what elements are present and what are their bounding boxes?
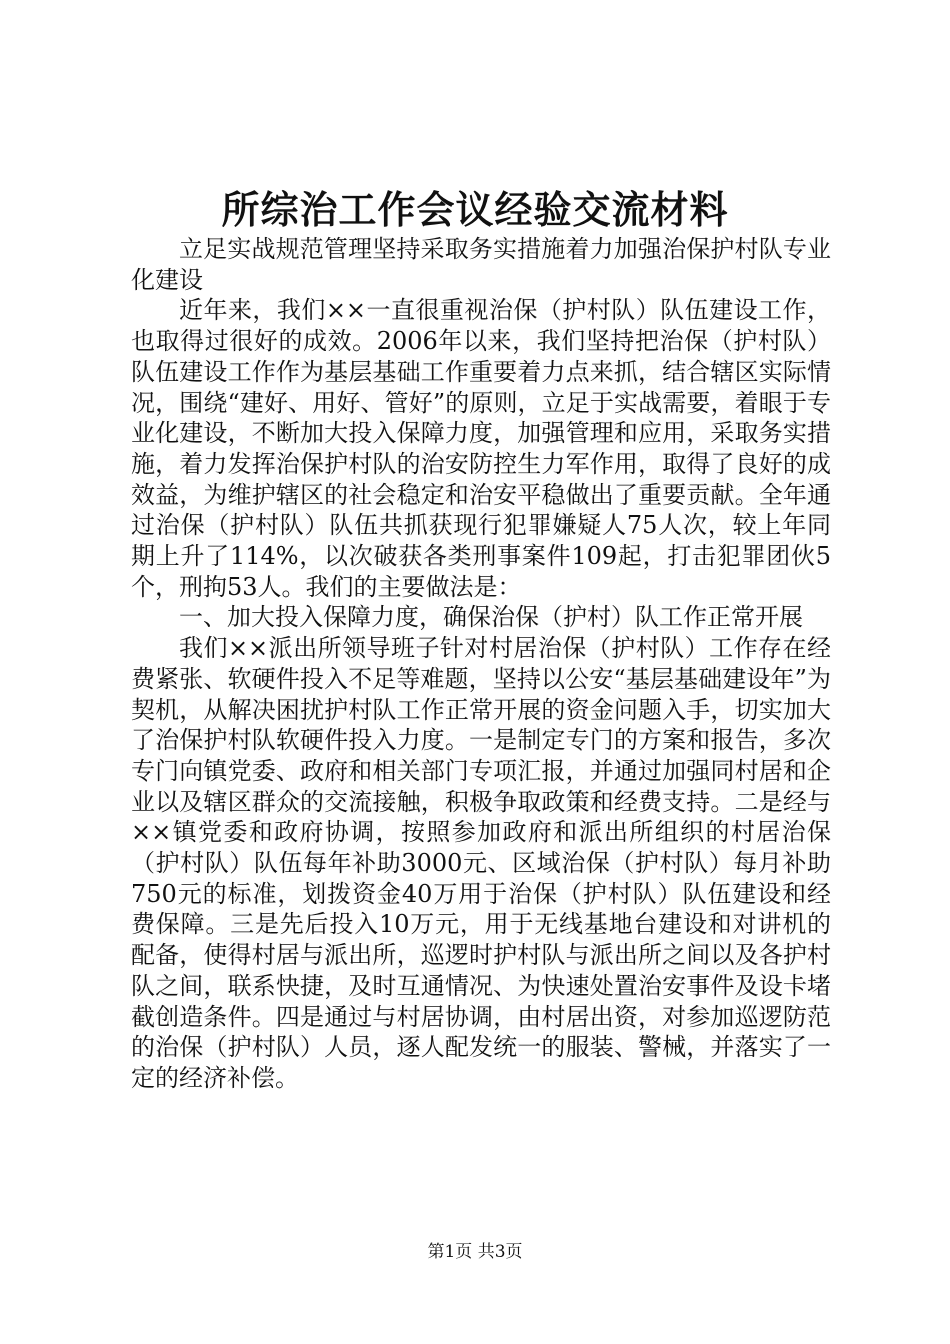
page-footer: 第1页 共3页 <box>427 1242 523 1262</box>
document-title: 所综治工作会议经验交流材料 <box>221 187 729 232</box>
subtitle-paragraph: 立足实战规范管理坚持采取务实措施着力加强治保护村队专业化建设 <box>131 235 831 294</box>
document-body <box>131 234 831 1094</box>
intro-paragraph: 近年来，我们××一直很重视治保（护村队）队伍建设工作，也取得过很好的成效。2006年以来，我们坚持把治保（护村队）队伍建设工作作为基层基础工作重要着力点来抓，结合辖区实际情况，围绕“建好、用好、管好”的原则，立足于实战需要，着眼于专业化建设，不断加大投入保障力度，加强管理和应用，采取务实措施，着力发挥治保护村队的治安防控生力军作用，取得了良好的成效益，为维护辖区的社会稳定和治安平稳做出了重要贡献。全年通过治保（护村队）队伍共抓获现行犯罪嫌疑人75人次，较上年同期上升了114%，以次破获各类刑事案件109起，打击犯罪团伙5个，刑拘53人。我们的主要做法是： <box>131 296 831 601</box>
section-heading: 一、加大投入保障力度，确保治保（护村）队工作正常开展 <box>179 603 803 632</box>
section-paragraph: 我们××派出所领导班子针对村居治保（护村队）工作存在经费紧张、软硬件投入不足等难题，坚持以公安“基层基础建设年”为契机，从解决困扰护村队工作正常开展的资金问题入手，切实加大了治保护村队软硬件投入力度。一是制定专门的方案和报告，多次专门向镇党委、政府和相关部门专项汇报，并通过加强同村居和企业以及辖区群众的交流接触，积极争取政策和经费支持。二是经与××镇党委和政府协调，按照参加政府和派出所组织的村居治保（护村队）队伍每年补助3000元、区域治保（护村队）每月补助750元的标准，划拨资金40万用于治保（护村队）队伍建设和经费保障。三是先后投入10万元，用于无线基地台建设和对讲机的配备，使得村居与派出所，巡逻时护村队与派出所之间以及各护村队之间，联系快捷，及时互通情况、为快速处置治安事件及设卡堵截创造条件。四是通过与村居协调，由村居出资，对参加巡逻防范的治保（护村队）人员，逐人配发统一的服装、警械，并落实了一定的经济补偿。 <box>131 634 831 1092</box>
